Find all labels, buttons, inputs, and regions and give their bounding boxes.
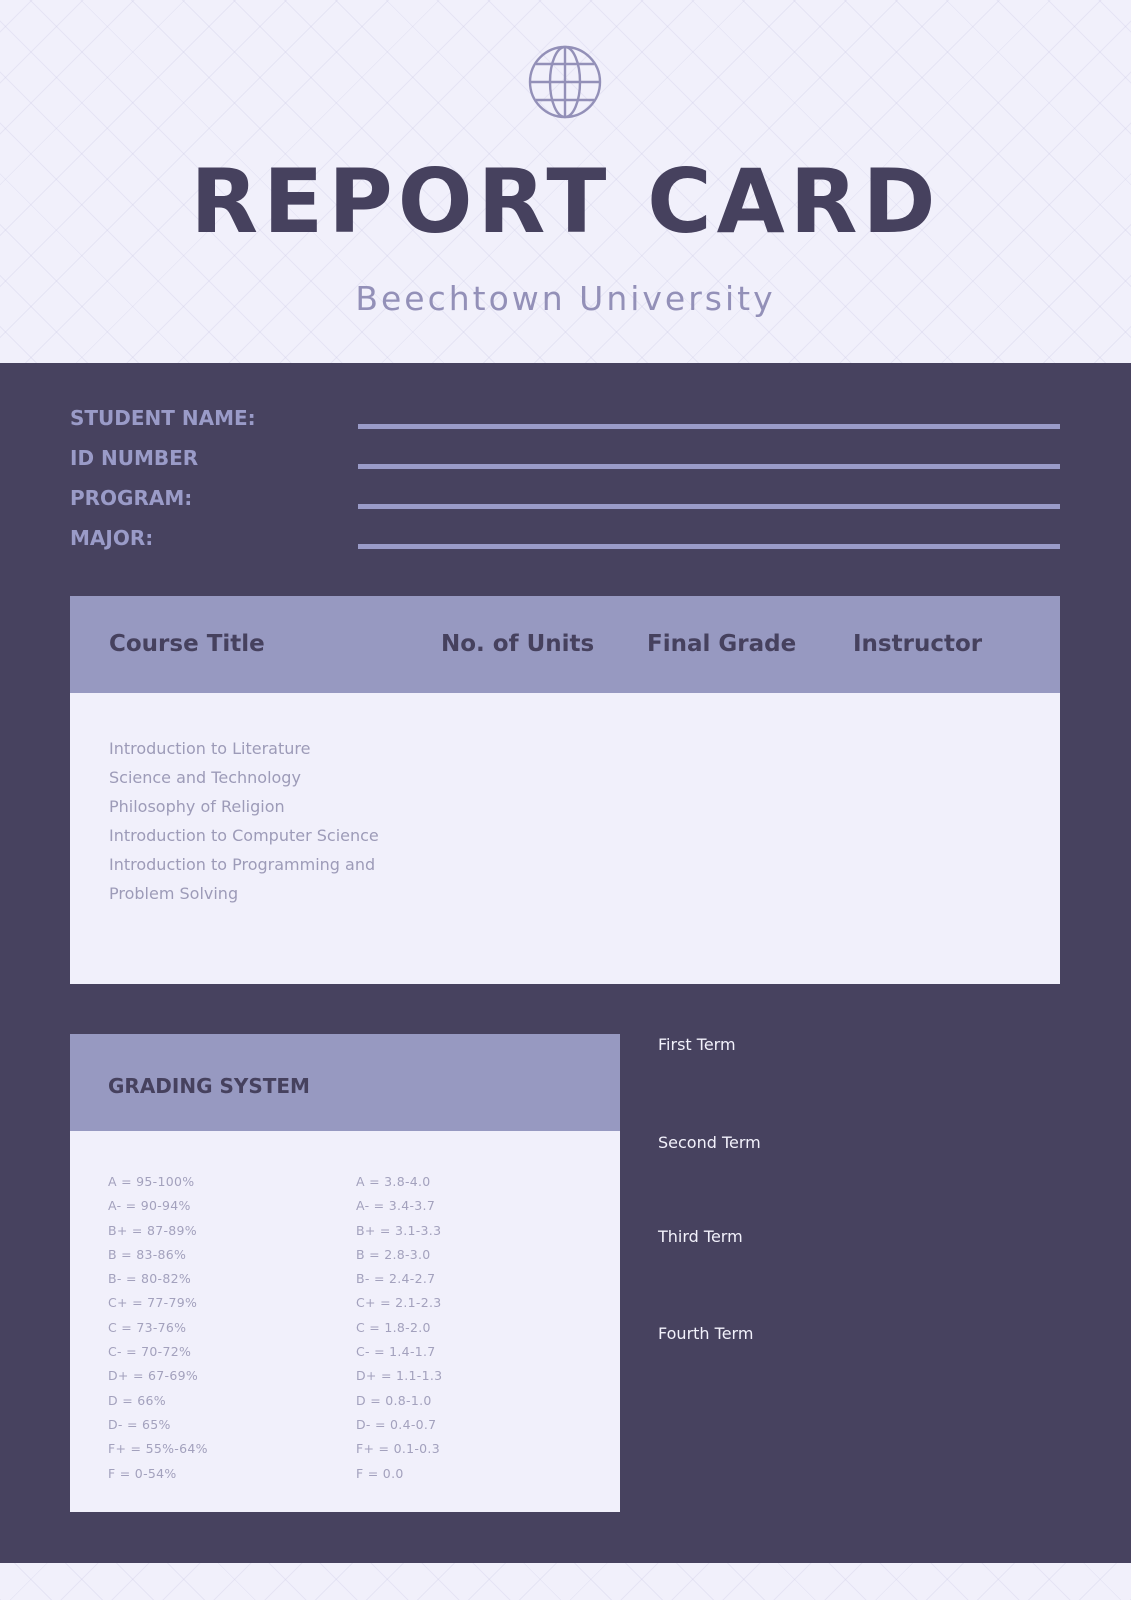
gpa-scale-item: D+ = 1.1-1.3 — [356, 1368, 443, 1384]
gpa-scale-item: A- = 3.4-3.7 — [356, 1198, 436, 1214]
column-units: No. of Units — [441, 631, 595, 657]
gpa-scale-item: C+ = 2.1-2.3 — [356, 1295, 442, 1311]
percent-scale-item: B- = 80-82% — [108, 1271, 192, 1287]
percent-scale-item: A- = 90-94% — [108, 1198, 191, 1214]
student-name-field[interactable] — [358, 424, 1060, 429]
gpa-scale-item: C = 1.8-2.0 — [356, 1319, 431, 1335]
grading-system-header — [70, 1034, 620, 1131]
course-table-header — [70, 596, 1060, 693]
percent-scale-item: C+ = 77-79% — [108, 1295, 198, 1311]
percent-scale-item: D = 66% — [108, 1392, 166, 1408]
term-first: First Term — [658, 1035, 736, 1054]
gpa-scale-item: D- = 0.4-0.7 — [356, 1416, 437, 1432]
program-field[interactable] — [358, 504, 1060, 509]
percent-scale-item: C- = 70-72% — [108, 1344, 192, 1360]
course-item: Science and Technology — [109, 768, 301, 787]
percent-scale-item: D- = 65% — [108, 1416, 171, 1432]
percent-scale-item: F = 0-54% — [108, 1465, 177, 1481]
percent-scale-item: B+ = 87-89% — [108, 1222, 197, 1238]
id-number-label: ID NUMBER — [70, 446, 199, 470]
gpa-scale-list — [356, 1170, 442, 1486]
term-third: Third Term — [658, 1227, 743, 1246]
gpa-scale-item: D = 0.8-1.0 — [356, 1392, 432, 1408]
percent-scale-item: C = 73-76% — [108, 1319, 187, 1335]
gpa-scale-item: C- = 1.4-1.7 — [356, 1344, 436, 1360]
column-final-grade: Final Grade — [647, 631, 797, 657]
program-label: PROGRAM: — [70, 486, 193, 510]
course-item: Introduction to Programming and — [109, 855, 376, 874]
gpa-scale-item: B = 2.8-3.0 — [356, 1246, 431, 1262]
course-item: Introduction to Computer Science — [109, 826, 379, 845]
percent-scale-item: A = 95-100% — [108, 1174, 195, 1189]
percent-scale-item: F+ = 55%-64% — [108, 1441, 208, 1457]
globe-icon — [527, 44, 603, 120]
percent-scale-item: D+ = 67-69% — [108, 1368, 199, 1384]
page-title: REPORT CARD — [190, 150, 941, 253]
course-list — [109, 734, 409, 908]
grading-system-title: GRADING SYSTEM — [108, 1074, 310, 1098]
course-item: Introduction to Literature — [109, 739, 311, 758]
gpa-scale-item: F = 0.0 — [356, 1465, 404, 1481]
term-second: Second Term — [658, 1133, 761, 1152]
gpa-scale-item: B- = 2.4-2.7 — [356, 1271, 436, 1287]
percent-scale-list — [108, 1170, 208, 1486]
student-name-label: STUDENT NAME: — [70, 406, 256, 430]
column-instructor: Instructor — [853, 631, 983, 657]
major-field[interactable] — [358, 544, 1060, 549]
term-fourth: Fourth Term — [658, 1324, 754, 1343]
percent-scale-item: B = 83-86% — [108, 1246, 187, 1262]
grading-system-box — [70, 1034, 620, 1512]
gpa-scale-item: B+ = 3.1-3.3 — [356, 1222, 442, 1238]
course-item: Problem Solving — [109, 884, 239, 903]
major-label: MAJOR: — [70, 526, 154, 550]
gpa-scale-item: A = 3.8-4.0 — [356, 1174, 431, 1189]
university-name: Beechtown University — [355, 279, 776, 318]
gpa-scale-item: F+ = 0.1-0.3 — [356, 1441, 440, 1457]
course-table — [70, 596, 1060, 984]
column-course-title: Course Title — [109, 631, 265, 657]
id-number-field[interactable] — [358, 464, 1060, 469]
course-item: Philosophy of Religion — [109, 797, 285, 816]
